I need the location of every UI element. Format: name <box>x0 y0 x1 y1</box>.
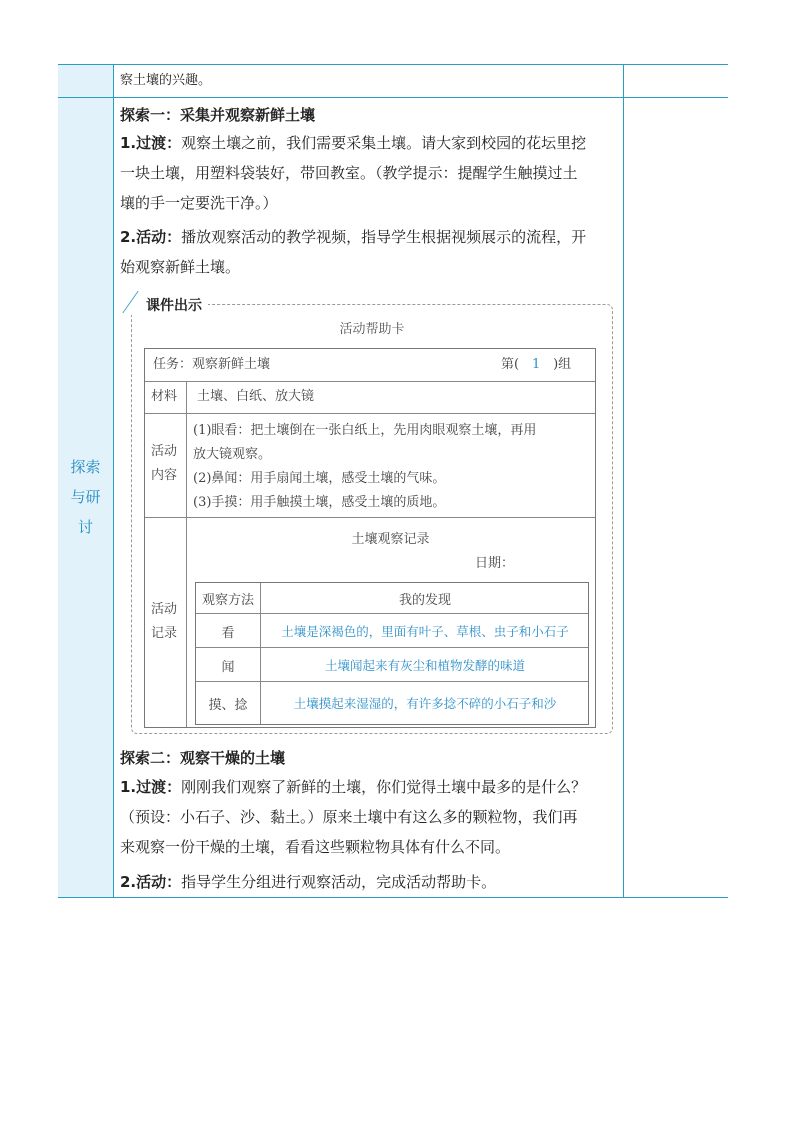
date-label: 日期： <box>475 556 515 571</box>
explore1-p2-label: 2.活动： <box>120 228 182 246</box>
task-label: 任务：观察新鲜土壤 <box>153 357 271 372</box>
card-divider <box>145 517 595 518</box>
record-row-method: 看 <box>221 626 235 641</box>
explore2-p2-label: 2.活动： <box>120 873 182 891</box>
record-row-method: 闻 <box>221 660 235 675</box>
explore1-paragraph-1 <box>120 128 622 218</box>
record-header-finding: 我的发现 <box>398 593 451 608</box>
table-column-divider-left <box>113 64 114 898</box>
explore2-p1-label: 1.过渡： <box>120 778 182 796</box>
record-row-divider <box>196 681 588 682</box>
explore1-p1-line1: 观察土壤之前，我们需要采集土壤。请大家到校园的花坛里挖 <box>181 134 587 152</box>
side-label-line-1: 探索 <box>70 458 101 476</box>
content-line: (3)手摸：用手触摸土壤，感受土壤的质地。 <box>193 495 446 510</box>
side-label-line-3: 讨 <box>77 518 93 536</box>
group-suffix: )组 <box>553 357 572 372</box>
table-row-divider <box>58 97 728 98</box>
record-column-divider <box>260 583 261 724</box>
explore2-paragraph-2 <box>120 867 622 897</box>
record-row-finding: 土壤是深褐色的，里面有叶子、草根、虫子和小石子 <box>281 624 569 639</box>
explore1-p1-line2: 一块土壤，用塑料袋装好，带回教室。（教学提示：提醒学生触摸过土 <box>120 164 578 182</box>
table-border-top <box>58 64 728 65</box>
explore1-heading: 探索一：采集并观察新鲜土壤 <box>120 106 316 124</box>
group-number: 1 <box>531 357 541 372</box>
side-label-line-2: 与研 <box>70 488 101 506</box>
top-row-text: 察土壤的兴趣。 <box>120 73 212 88</box>
explore2-p2-line1: 指导学生分组进行观察活动，完成活动帮助卡。 <box>181 873 497 891</box>
record-row-finding: 土壤闻起来有灰尘和植物发酵的味道 <box>324 658 525 673</box>
record-row-divider <box>196 647 588 648</box>
explore1-p1-label: 1.过渡： <box>120 134 182 152</box>
help-card <box>144 348 596 728</box>
explore2-p1-line2: （预设：小石子、沙、黏土。）原来土壤中有这么多的颗粒物，我们再 <box>120 808 578 826</box>
lesson-table <box>58 64 728 898</box>
explore1-p2-line1: 播放观察活动的教学视频，指导学生根据视频展示的流程，开 <box>181 228 587 246</box>
left-column-top-cell <box>58 64 113 97</box>
record-row-method: 摸、捻 <box>208 698 248 713</box>
record-row-finding: 土壤摸起来湿湿的，有许多捻不碎的小石子和沙 <box>293 696 557 711</box>
help-card-title: 活动帮助卡 <box>339 322 405 337</box>
group-prefix: 第( <box>501 357 520 372</box>
materials-value: 土壤、白纸、放大镜 <box>197 389 315 404</box>
explore2-heading: 探索二：观察干燥的土壤 <box>120 749 286 767</box>
observation-record-table <box>195 582 589 725</box>
card-divider <box>145 381 595 382</box>
content-label-2: 内容 <box>151 468 178 483</box>
explore1-p1-line3: 壤的手一定要洗干净。） <box>120 194 278 212</box>
record-label-1: 活动 <box>151 602 178 617</box>
record-label-2: 记录 <box>151 626 178 641</box>
record-title: 土壤观察记录 <box>351 532 430 547</box>
table-column-divider-right <box>623 64 624 898</box>
content-label-1: 活动 <box>151 444 178 459</box>
record-header-method: 观察方法 <box>201 593 254 608</box>
explore1-p2-line2: 始观察新鲜土壤。 <box>120 258 241 276</box>
card-label-divider <box>186 381 187 727</box>
table-border-bottom <box>58 897 728 898</box>
explore2-p1-line1: 刚刚我们观察了新鲜的土壤，你们觉得土壤中最多的是什么？ <box>181 778 587 796</box>
content-line: (2)鼻闻：用手扇闻土壤，感受土壤的气味。 <box>193 471 446 486</box>
content-line: 放大镜观察。 <box>193 447 272 462</box>
explore2-paragraph-1 <box>120 772 622 862</box>
explore1-paragraph-2 <box>120 222 622 282</box>
explore2-p1-line3: 来观察一份干燥的土壤，看看这些颗粒物具体有什么不同。 <box>120 838 511 856</box>
group-field <box>501 352 571 378</box>
content-line: (1)眼看：把土壤倒在一张白纸上，先用肉眼观察土壤，再用 <box>193 423 537 438</box>
materials-label: 材料 <box>151 389 178 404</box>
record-row-divider <box>196 613 588 614</box>
card-divider <box>145 413 595 414</box>
courseware-tab: 课件出示 <box>128 295 208 315</box>
